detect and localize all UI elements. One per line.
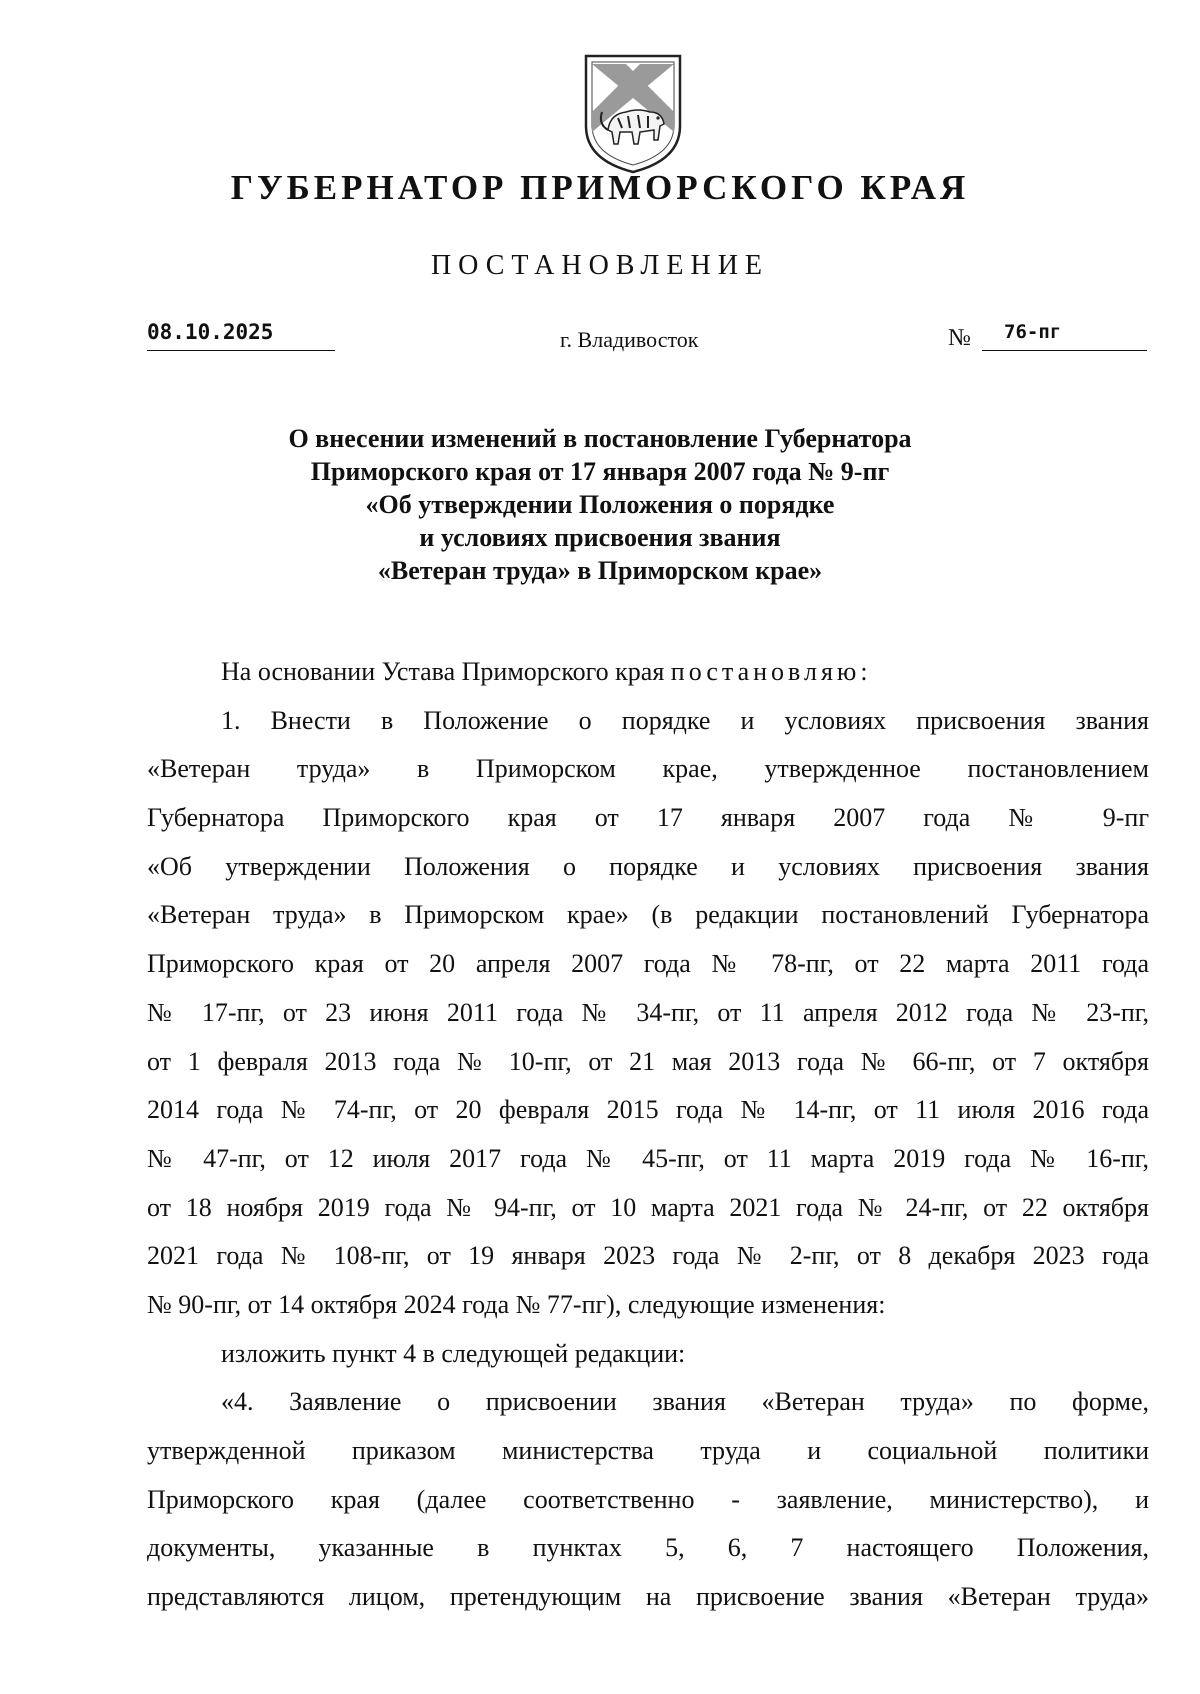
body-line: от 1 февраля 2013 года № 10-пг, от 21 мая 2013 года № 66-пг, от 7 октября: [147, 1046, 1149, 1076]
document-date-field: [147, 320, 335, 351]
body-line: № 17-пг, от 23 июня 2011 года № 34-пг, от 11 апреля 2012 года № 23-пг,: [147, 997, 1149, 1027]
document-title: [180, 422, 1020, 587]
body-line: «Ветеран труда» в Приморском крае, утвержденное постановлением: [147, 754, 1149, 784]
body-line: № 90-пг, от 14 октября 2024 года № 77-пг), следующие изменения:: [147, 1289, 886, 1319]
document-number-field: [982, 320, 1147, 351]
preamble-line: [147, 652, 1149, 701]
body-line: представляются лицом, претендующим на присвоение звания «Ветеран труда»: [147, 1582, 1149, 1612]
title-line: «Об утверждении Положения о порядке: [365, 490, 835, 519]
body-line: утвержденной приказом министерства труда и социальной политики: [147, 1436, 1149, 1465]
body-line: Приморского края (далее соответственно - заявление, министерство), и: [147, 1484, 1149, 1514]
preamble-colon: :: [860, 657, 868, 686]
body-line: 2014 года № 74-пг, от 20 февраля 2015 года № 14-пг, от 11 июля 2016 года: [147, 1095, 1149, 1125]
body-line: «4. Заявление о присвоении звания «Ветеран труда» по форме,: [221, 1387, 1149, 1417]
title-line: О внесении изменений в постановление Губернатора: [288, 424, 912, 453]
body-line: Приморского края от 20 апреля 2007 года № 78-пг, от 22 марта 2011 года: [147, 949, 1149, 979]
title-line: Приморского края от 17 января 2007 года № 9-пг: [310, 457, 890, 486]
authority-heading: ГУБЕРНАТОР ПРИМОРСКОГО КРАЯ: [230, 168, 970, 207]
number-sign: №: [948, 325, 971, 351]
document-type: ПОСТАНОВЛЕНИЕ: [430, 250, 770, 281]
document-date: 08.10.2025: [147, 320, 274, 344]
body-line: Губернатора Приморского края от 17 января 2007 года № 9-пг: [147, 803, 1149, 833]
body-line: «Об утверждении Положения о порядке и условиях присвоения звания: [147, 851, 1149, 881]
body-line: от 18 ноября 2019 года № 94-пг, от 10 марта 2021 года № 24-пг, от 22 октября: [147, 1192, 1149, 1222]
document-body: [147, 652, 1149, 1626]
preamble-text: На основании Устава Приморского края: [221, 657, 671, 686]
issuing-city: г. Владивосток: [560, 327, 699, 352]
body-line: документы, указанные в пунктах 5, 6, 7 настоящего Положения,: [147, 1533, 1149, 1563]
body-line: 2021 года № 108-пг, от 19 января 2023 года № 2-пг, от 8 декабря 2023 года: [147, 1241, 1149, 1271]
document-number: 76-пг: [1004, 321, 1062, 343]
body-line: № 47-пг, от 12 июля 2017 года № 45-пг, от 11 марта 2019 года № 16-пг,: [147, 1143, 1149, 1173]
title-line: и условиях присвоения звания: [419, 523, 781, 552]
title-line: «Ветеран труда» в Приморском крае»: [377, 556, 823, 585]
preamble-keyword: постановляю: [670, 657, 861, 686]
body-line: 1. Внести в Положение о порядке и условиях присвоения звания: [221, 705, 1149, 735]
body-line: «Ветеран труда» в Приморском крае» (в редакции постановлений Губернатора: [147, 900, 1149, 930]
coat-of-arms-emblem: [578, 48, 688, 176]
body-line: изложить пункт 4 в следующей редакции:: [221, 1338, 686, 1368]
